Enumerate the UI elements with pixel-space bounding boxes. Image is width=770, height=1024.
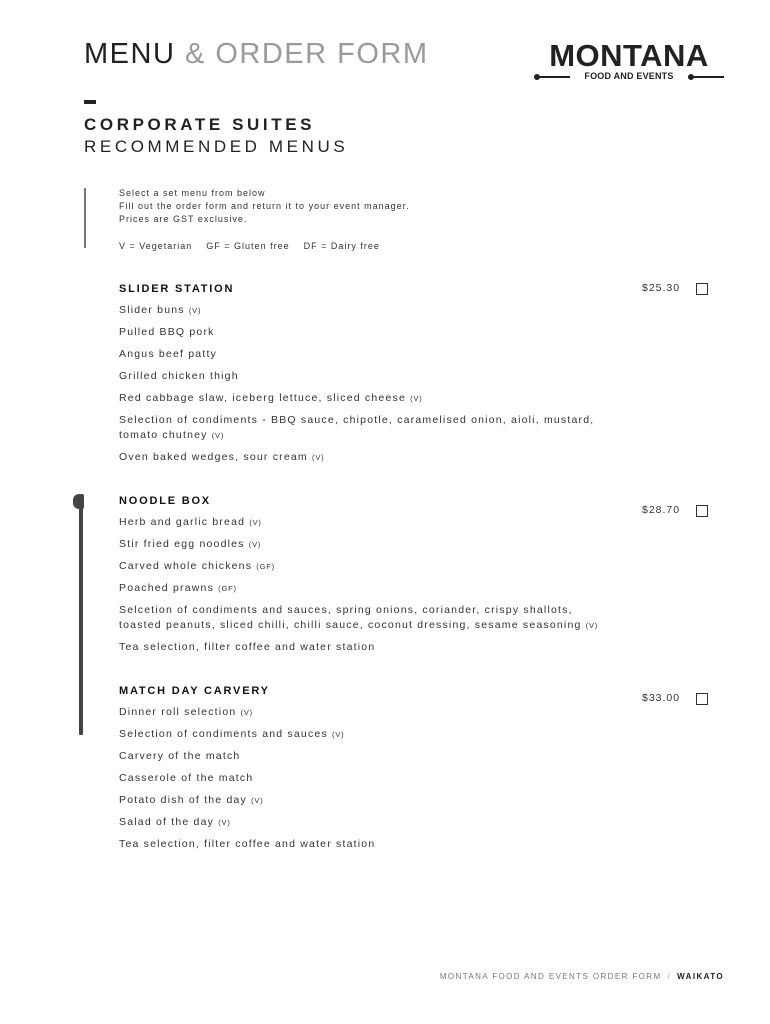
menu-item: Tea selection, filter coffee and water station [119,838,376,850]
menu-item: Carvery of the match [119,750,241,762]
title-rest: & ORDER FORM [184,38,429,70]
menu-item: Selcetion of condiments and sauces, spring onions, coriander, crispy shallots, toasted peanuts, sliced chilli, chilli sauce, coconut dressing, sesame seasoning (V) [119,604,599,631]
logo-subtitle: FOOD AND EVENTS [584,71,674,81]
footer-separator: / [667,972,672,981]
menu-item: Carved whole chickens (GF) [119,560,275,572]
menu-item: Selection of condiments - BBQ sauce, chipotle, caramelised onion, aioli, mustard, tomato chutney (V) [119,414,595,441]
diet-tag: (GF) [256,562,275,571]
diet-tag: (V) [585,621,599,630]
menu-item: Slider buns (V) [119,304,202,316]
page-footer [440,972,724,981]
subtitle-line-1: CORPORATE SUITES [84,115,316,134]
menu-item: Herb and garlic bread (V) [119,516,262,528]
menu-item: Poached prawns (GF) [119,582,237,594]
logo-dot-left [534,74,540,80]
diet-tag: (V) [312,453,325,462]
diet-tag: (V) [251,796,264,805]
menu-item: Oven baked wedges, sour cream (V) [119,451,325,463]
side-marker-bar [79,498,83,735]
menu-item: Red cabbage slaw, iceberg lettuce, sliced cheese (V) [119,392,423,404]
footer-text: MONTANA FOOD AND EVENTS ORDER FORM [439,972,662,981]
order-checkbox-noodle-box[interactable] [696,505,708,517]
page-title [84,38,429,71]
diet-tag: (V) [410,394,423,403]
intro-block [119,187,410,253]
price-slider-station: $25.30 [642,282,681,294]
montana-logo [532,38,726,82]
logo-line-left [536,76,570,78]
accent-dash [84,100,96,104]
diet-tag: (V) [240,708,253,717]
intro-line: Select a set menu from below [119,188,266,198]
menu-section-noodle-box [119,494,619,655]
intro-divider [84,188,86,248]
menu-item: Casserole of the match [119,772,254,784]
section-title: NOODLE BOX [119,495,211,507]
menu-item: Angus beef patty [119,348,218,360]
menu-section-slider-station [119,282,619,465]
menu-item: Pulled BBQ pork [119,326,215,338]
diet-tag: (V) [188,306,202,315]
menu-item: Dinner roll selection (V) [119,706,253,718]
menu-section-match-day-carvery [119,684,619,852]
subtitle-line-2: RECOMMENDED MENUS [84,137,349,156]
section-title: SLIDER STATION [119,283,235,295]
menu-item: Potato dish of the day (V) [119,794,264,806]
dietary-legend: V = Vegetarian GF = Gluten free DF = Dairy free [119,241,380,251]
intro-line: Fill out the order form and return it to your event manager. [119,201,410,211]
order-checkbox-slider-station[interactable] [696,283,708,295]
diet-tag: (V) [249,518,262,527]
diet-tag: (V) [248,540,262,549]
price-match-day-carvery: $33.00 [642,692,681,704]
menu-item: Salad of the day (V) [119,816,231,828]
footer-region: WAIKATO [677,972,724,981]
order-checkbox-match-day-carvery[interactable] [696,693,708,705]
intro-line: Prices are GST exclusive. [119,214,248,224]
menu-item: Selection of condiments and sauces (V) [119,728,345,740]
section-title: MATCH DAY CARVERY [119,685,270,697]
diet-tag: (V) [211,431,225,440]
title-main: MENU [84,38,176,70]
diet-tag: (V) [332,730,345,739]
menu-item: Stir fried egg noodles (V) [119,538,262,550]
menu-item: Tea selection, filter coffee and water station [119,641,376,653]
logo-dot-right [688,74,694,80]
menu-item: Grilled chicken thigh [119,370,239,382]
diet-tag: (GF) [218,584,237,593]
diet-tag: (V) [218,818,231,827]
logo-word: MONTANA [549,38,709,73]
price-noodle-box: $28.70 [642,504,681,516]
